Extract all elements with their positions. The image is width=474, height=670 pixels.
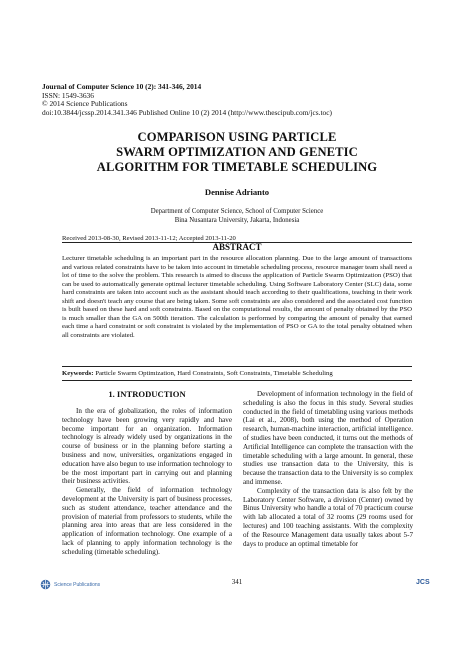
divider <box>62 366 412 367</box>
section-heading: 1. INTRODUCTION <box>108 389 186 399</box>
keywords <box>62 370 412 377</box>
paragraph: In the era of globalization, the roles of information technology have been growing very rapidly and have become important for an organization. Information technology is already widely used by organizations in the course of business or in the planning before starting a business and now, universities, organizations engaged in education have also begun to use information technology to be the most important part in carrying out and planning their business activities. <box>62 407 232 486</box>
right-column <box>243 390 413 548</box>
author-name: Dennise Adrianto <box>204 187 270 197</box>
paragraph: Generally, the field of information technology development at the University is part of business processes, such as student attendance, teacher attendance and the provision of material from professors to students, while the planning area into areas that are less considered in the application of information technology. One example of a lack of planning to apply information technology is the scheduling (timetable scheduling). <box>62 486 232 556</box>
divider <box>62 380 412 381</box>
affiliation-line: Department of Computer Science, School of Computer Science <box>150 208 324 215</box>
title-line: COMPARISON USING PARTICLE <box>137 130 337 144</box>
journal-citation: Journal of Computer Science 10 (2): 341-346, 2014 <box>42 82 202 91</box>
paragraph: Development of information technology in the field of scheduling is also the focus in this study. Several studies conducted in the field of timetabling using various methods (Lai et al., 2008), both using the method of Operation research, human-machine interaction, artificial intelligence. of studies have been conducted, it turns out the methods of Artificial Intelligence can complete the transaction with the timetable scheduling with a large amount. In general, these studies use transaction data to the University, this is because the transaction data to the University is so complex and immense. <box>243 390 413 486</box>
left-column <box>62 407 232 557</box>
abstract-heading: ABSTRACT <box>212 242 262 252</box>
page-number: 341 <box>231 578 243 586</box>
paper-title <box>40 130 434 175</box>
journal-header <box>42 83 442 117</box>
keywords-label: Keywords: <box>62 370 94 377</box>
copyright: © 2014 Science Publications <box>42 99 128 109</box>
affiliation <box>0 208 474 225</box>
affiliation-line: Bina Nusantara University, Jakarta, Indonesia <box>174 216 300 224</box>
journal-abbreviation: JCS <box>416 579 430 586</box>
abstract-text: Lecturer timetable scheduling is an important part in the resource allocation planning. Due to the large amount of transactions and various related constraints have to be taken into account in timetable scheduling process, resource manager team shall need a lot of time to the solve the problem. This research is aimed to discuss the application of Particle Swarm Optimization (PSO) that can be used to automatically generate optimal lecturer timetable scheduling. Using Software Laboratory Center (SLC) data, some hard constraints are taken into account such as the assistant should teach according to their qualifications, teaching in their work shift and doesn't teach any course that are being taken. Some soft constraints are also considered and the associated cost function is built based on these hard and soft constraints. Based on the computational results, the amount of penalty obtained by the PSO is much smaller than the GA on 500th iteration. The calculation is performed by comparing the amount of penalty that earned each time a hard constraint or soft constraint is violated by the implementation of PSO or GA to the total penalty obtained when all constraints are violated. <box>62 255 412 339</box>
title-line: SWARM OPTIMIZATION AND GENETIC <box>116 145 358 159</box>
issn: ISSN: 1549-3636 <box>42 90 94 100</box>
keywords-text: Particle Swarm Optimization, Hard Constraints, Soft Constraints, Timetable Scheduling <box>93 370 333 377</box>
publisher-name: Science Publications <box>54 581 101 588</box>
title-line: ALGORITHM FOR TIMETABLE SCHEDULING <box>96 160 378 174</box>
paragraph: Complexity of the transaction data is also felt by the Laboratory Center Software, a division (Center) owned by Binus University who handle a total of 70 practicum course with lab allocated a total of 32 rooms (29 rooms used for lectures) and 100 teaching assistants. With the complexity of the Resource Management data usually takes about 5-7 days to produce an optimal timetable for <box>243 486 413 548</box>
doi-line[interactable]: doi:10.3844/jcssp.2014.341.346 Published Online 10 (2) 2014 (http://www.thescipub.com/jcs.toc) <box>42 107 332 117</box>
received-dates: Received 2013-08-30, Revised 2013-11-12; Accepted 2013-11-20 <box>62 235 236 242</box>
